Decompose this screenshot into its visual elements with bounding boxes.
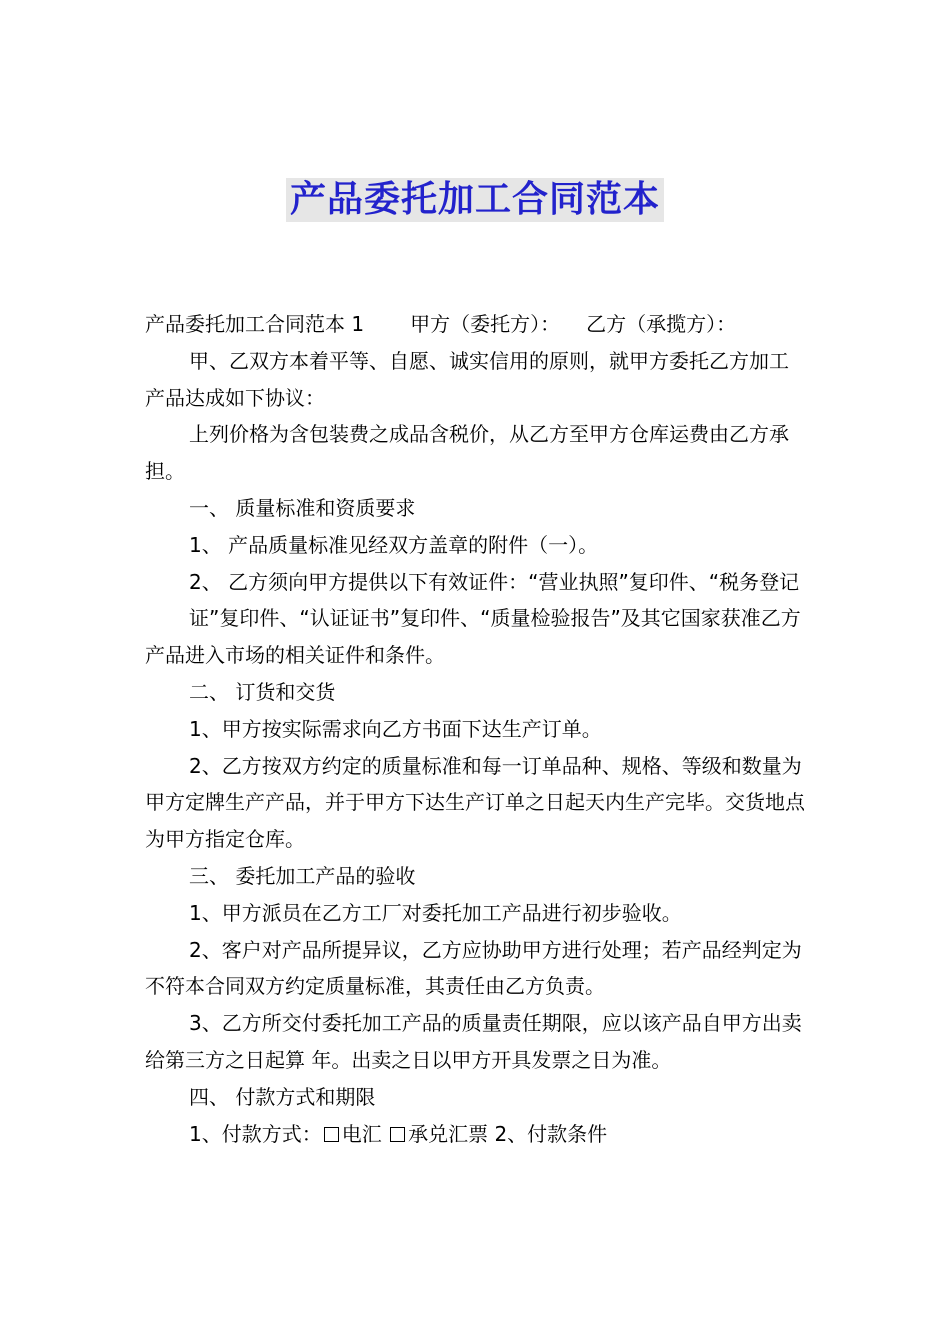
header-line bbox=[145, 306, 810, 343]
section-4-item-1 bbox=[145, 1116, 810, 1153]
doc-name: 产品委托加工合同范本 1 bbox=[145, 312, 365, 336]
section-3-item-3: 3、乙方所交付委托加工产品的质量责任期限，应以该产品自甲方出卖给第三方之日起算 年。出卖之日以甲方开具发票之日为准。 bbox=[145, 1011, 802, 1072]
document-title: 产品委托加工合同范本 bbox=[286, 178, 664, 222]
party-a-label: 甲方（委托方）： bbox=[410, 312, 561, 336]
section-4-heading: 四、 付款方式和期限 bbox=[189, 1084, 376, 1109]
section-1-item-2-continued: 证”复印件、“认证证书”复印件、“质量检验报告”及其它国家获准乙方产品进入市场的相关证件和条件。 bbox=[145, 606, 801, 668]
option-wire-transfer: 电汇 bbox=[341, 1121, 382, 1146]
section-2-heading: 二、 订货和交货 bbox=[189, 679, 336, 704]
section-3-item-2: 2、客户对产品所提异议，乙方应协助甲方进行处理；若产品经判定为不符本合同双方约定质量标准，其责任由乙方负责。 bbox=[145, 937, 802, 999]
checkbox-icon[interactable] bbox=[324, 1127, 339, 1142]
section-2-item-1: 1、甲方按实际需求向乙方书面下达生产订单。 bbox=[189, 716, 602, 741]
section-1-item-2: 2、 乙方须向甲方提供以下有效证件：“营业执照”复印件、“税务登记 bbox=[189, 569, 800, 594]
payment-method-label: 1、付款方式： bbox=[189, 1121, 322, 1146]
section-3-item-1: 1、甲方派员在乙方工厂对委托加工产品进行初步验收。 bbox=[189, 900, 682, 925]
section-2-item-2: 2、乙方按双方约定的质量标准和每一订单品种、规格、等级和数量为甲方定牌生产产品，并于甲方下达生产订单之日起天内生产完毕。交货地点为甲方指定仓库。 bbox=[145, 753, 805, 852]
document-body bbox=[145, 306, 810, 1152]
paragraph-intro: 甲、乙双方本着平等、自愿、诚实信用的原则，就甲方委托乙方加工 产品达成如下协议： bbox=[145, 348, 789, 410]
section-1-heading: 一、 质量标准和资质要求 bbox=[189, 495, 416, 520]
section-3-heading: 三、 委托加工产品的验收 bbox=[189, 863, 416, 888]
option-acceptance-bill: 承兑汇票 bbox=[408, 1121, 489, 1146]
title-wrapper bbox=[0, 178, 950, 222]
checkbox-icon[interactable] bbox=[390, 1127, 405, 1142]
section-1-item-1: 1、 产品质量标准见经双方盖章的附件（一）。 bbox=[189, 532, 599, 557]
party-b-label: 乙方（承揽方）： bbox=[586, 312, 737, 336]
payment-terms-label: 2、付款条件 bbox=[494, 1121, 608, 1146]
paragraph-price: 上列价格为含包装费之成品含税价，从乙方至甲方仓库运费由乙方承担。 bbox=[145, 422, 789, 484]
